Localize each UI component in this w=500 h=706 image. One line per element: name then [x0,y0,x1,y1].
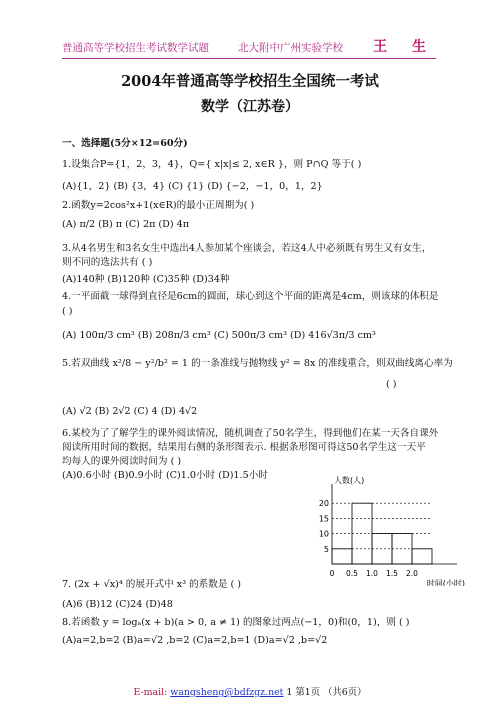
y-tick-label: 5 [323,544,329,554]
bar-chart [310,476,465,586]
footer-page-info: 1 第1页 （共6页） [283,687,367,698]
exam-title: 2004年普通高等学校招生全国统一考试 [121,73,379,90]
q4-options: (A) 100π/3 cm³ (B) 208π/3 cm³ (C) 500π/3 cm³ (D) 416√3π/3 cm³ [62,330,376,341]
x-tick-label: 2.0 [406,569,418,578]
q1-stem: 1.设集合P={1，2，3，4}，Q={ x|x|≤ 2, x∈R }，则 P∩Q 等于( ) [62,159,362,170]
q4-answer-slot: ( ) [62,306,73,317]
q5-stem: 5.若双曲线 x²/8 − y²/b² = 1 的一条准线与抛物线 y² = 8x 的准线重合，则双曲线离心率为 [62,358,453,369]
q3-stem: 3.从4名男生和3名女生中选出4人参加某个座谈会，若这4人中必须既有男生又有女生， [62,243,432,254]
reading-time-chart [310,476,465,586]
y-tick-label: 20 [318,499,329,509]
header-school: 北大附中广州实验学校 [238,42,343,54]
q5-options: (A) √2 (B) 2√2 (C) 4 (D) 4√2 [62,406,198,417]
q6-stem-cont: 阅读所用时间的数据，结果用右侧的条形图表示. 根据条形图可得这50名学生这一天平 [62,442,426,453]
y-axis-label: 人数(人) [334,476,365,485]
x-tick-label: 0.5 [346,569,358,578]
q3-stem-cont: 则不同的选法共有 ( ) [62,257,153,268]
q6-stem: 6.某校为了了解学生的课外阅读情况，随机调查了50名学生，得到他们在某一天各自课外 [62,428,439,439]
q2-stem: 2.函数y=2cos²x+1(x∈R)的最小正周期为( ) [62,200,255,211]
histogram-bar-4 [412,549,432,564]
histogram-bar-0 [332,549,352,564]
q8-stem: 8.若函数 y = logₐ(x + b)(a > 0, a ≠ 1) 的图象过两点(−1，0)和(0，1)，则 ( ) [62,617,410,628]
page-footer [0,684,500,698]
q1-options: (A){1，2} (B) {3，4} (C) {1} (D) {−2，−1，0，1，2} [62,181,323,192]
q8-options: (A)a=2,b=2 (B)a=√2 ,b=2 (C)a=2,b=1 (D)a=√2 ,b=√2 [62,635,328,646]
q4-stem: 4.一平面截一球得到直径是6cm的圆面，球心到这个平面的距离是4cm，则该球的体积是 [62,291,439,302]
q6-stem-cont2: 均每人的课外阅读时间为 ( ) [62,456,182,467]
footer-email-link[interactable]: wangsheng@bdfzgz.net [170,687,284,698]
x-axis-label: 时间(小时) [426,579,465,586]
x-tick-label: 0 [329,569,335,578]
x-tick-label: 1.0 [366,569,378,578]
header-author: 王 生 [373,39,436,55]
x-tick-label: 1.5 [386,569,398,578]
q2-options: (A) π/2 (B) π (C) 2π (D) 4π [62,219,190,230]
header-divider [62,58,436,59]
footer-email-label: E-mail: [133,687,171,698]
y-tick-label: 10 [318,529,329,539]
page-header [62,36,436,58]
q6-options: (A)0.6小时 (B)0.9小时 (C)1.0小时 (D)1.5小时 [62,470,268,481]
q5-answer-slot: ( ) [386,379,397,390]
section-heading: 一、选择题(5分×12=60分) [62,138,188,149]
exam-subtitle: 数学（江苏卷） [201,99,299,115]
q3-options: (A)140种 (B)120种 (C)35种 (D)34种 [62,274,230,285]
q7-options: (A)6 (B)12 (C)24 (D)48 [62,599,173,610]
q7-stem: 7. (2x + √x)⁴ 的展开式中 x³ 的系数是 ( ) [62,579,242,590]
y-tick-label: 15 [318,514,329,524]
header-left: 普通高等学校招生考试数学试题 [62,42,209,54]
